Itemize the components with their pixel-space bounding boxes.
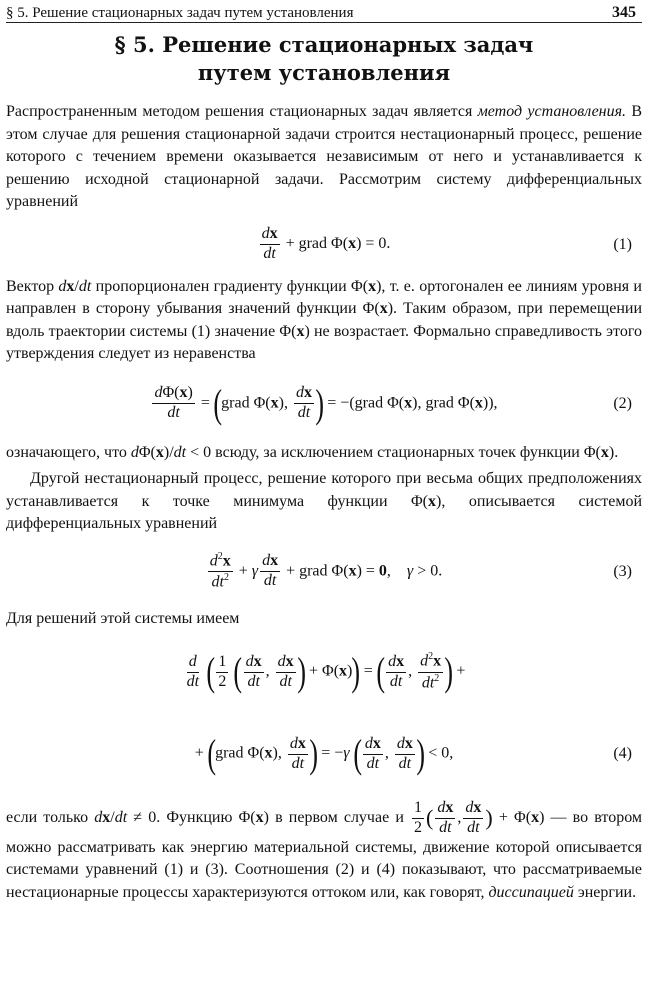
equation-number-4: (4) — [613, 745, 632, 762]
paragraph-1: Распространенным методом решения стационарных задач является метод установления. В этом случае для решения стационарной задачи строится нестационарный процесс, решение которого с течением времени оказывается независимым от него и устанавливается к решению исходной стационарной задачи. Рассмотрим систему дифференциальных уравнений — [6, 103, 642, 210]
equation-3: $\frac{d^2x}{dt^2}$ + γ $\frac{dx}{dt}$ + grad Φ(x) = 0, γ > 0. (3) — [209, 550, 632, 591]
equation-4-line-2: + (grad Φ(x), $\frac{dx}{dt}$ ) = −γ ( $\frac{dx}{dt}$ , $\frac{dx}{dt}$ ) < 0, (4) — [194, 731, 632, 776]
equation-2: $\frac{d\Phi(x)}{dt}$ = (grad Φ(x), $\frac{dx}{dt}$ ) = −(grad Φ(x), grad Φ(x)), (2) — [154, 380, 632, 426]
term-method: метод установления. — [477, 103, 627, 120]
equation-1: $\frac{dx}{dt}$ + grad Φ(x) = 0. (1) — [261, 225, 632, 262]
equation-number-3: (3) — [613, 562, 632, 580]
term-dissipation: диссипацией — [488, 883, 574, 901]
section-title — [6, 31, 642, 87]
equation-number-2: (2) — [613, 394, 632, 412]
section-title-line-1: § 5. Решение стационарных задач — [114, 32, 534, 57]
equation-4-line-1: $\frac{d}{dt}$ ( $\frac{1}{2}$ ( $\frac{dx}{dt}$ , $\frac{dx}{dt}$ ) + Φ(x)) = ( $\frac{dx}{dt}$ , $\frac{d^2x}{dt^2}$ ) + — [186, 649, 466, 694]
paragraph-5: Для решений этой системы имеем — [6, 609, 240, 627]
paragraph-6: если только dx/dt ≠ 0. Функцию Φ(x) в первом случае и $\frac{1}{2}$ ( $\frac{dx}{dt}$ , $\frac{dx}{dt}$ ) + Φ(x) — во втором можно рассматривать как энергию материальной системы, движение которой описывается системами уравнений (1) и (3). Соотношения (2) и (4) показывают, что рассматриваемые нестационарные процессы характеризуются оттоком или, как говорят, диссипацией энергии. — [6, 799, 643, 901]
equation-number-1: (1) — [613, 235, 632, 253]
section-title-line-2: путем установления — [197, 60, 451, 85]
page-number: 345 — [612, 4, 636, 21]
paragraph-2: Вектор dx/dt пропорционален градиенту функции Φ(x), т. е. ортогонален ее линиям уровня и направлен в сторону убывания значений функции Φ(x). Таким образом, при перемещении вдоль траектории системы (1) значение Φ(x) не возрастает. Формально справедливость этого утверждения следует из неравенства — [6, 277, 643, 362]
running-head — [6, 0, 642, 23]
paragraph-4: Другой нестационарный процесс, решение которого при весьма общих предположениях устанавливается к точке минимума функции Φ(x), описывается системой дифференциальных уравнений — [6, 470, 642, 532]
running-title: § 5. Решение стационарных задач путем установления — [6, 5, 354, 21]
paragraph-3: означающего, что dΦ(x)/dt < 0 всюду, за исключением стационарных точек функции Φ(x). — [6, 443, 619, 461]
